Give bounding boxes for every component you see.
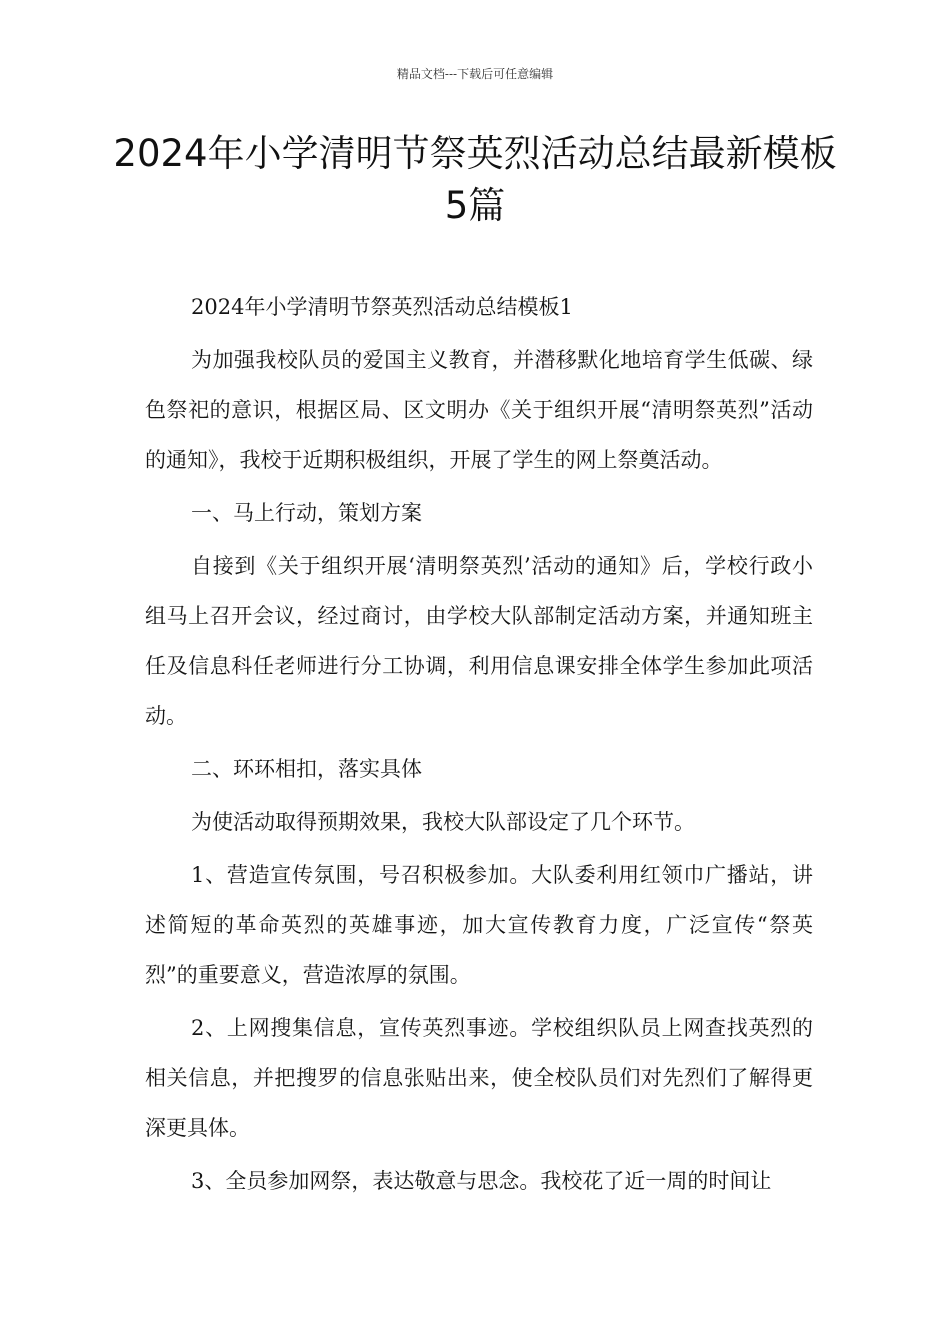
- paragraph: 1、营造宣传氛围，号召积极参加。大队委利用红领巾广播站，讲述简短的革命英烈的英雄事迹，加大宣传教育力度，广泛宣传“祭英烈”的重要意义，营造浓厚的氛围。: [145, 863, 813, 987]
- paragraph: 为使活动取得预期效果，我校大队部设定了几个环节。: [191, 810, 695, 834]
- paragraph: 为加强我校队员的爱国主义教育，并潜移默化地培育学生低碳、绿色祭祀的意识，根据区局、区文明办《关于组织开展“清明祭英烈”活动的通知》，我校于近期积极组织，开展了学生的网上祭奠活动。: [145, 348, 813, 472]
- document-body: [145, 282, 813, 1209]
- section-heading: 一、马上行动，策划方案: [191, 501, 422, 525]
- header-note: 精品文档---下载后可任意编辑: [396, 67, 554, 81]
- paragraph: 自接到《关于组织开展‘清明祭英烈’活动的通知》后，学校行政小组马上召开会议，经过商讨，由学校大队部制定活动方案，并通知班主任及信息科任老师进行分工协调，利用信息课安排全体学生参加此项活动。: [145, 554, 813, 728]
- paragraph-subtitle: 2024年小学清明节祭英烈活动总结模板1: [191, 295, 573, 319]
- paragraph: 2、上网搜集信息，宣传英烈事迹。学校组织队员上网查找英烈的相关信息，并把搜罗的信息张贴出来，使全校队员们对先烈们了解得更深更具体。: [145, 1016, 813, 1140]
- document-title: 2024年小学清明节祭英烈活动总结最新模板5篇: [113, 132, 837, 227]
- section-heading: 二、环环相扣，落实具体: [191, 757, 422, 781]
- paragraph: 3、全员参加网祭，表达敬意与思念。我校花了近一周的时间让: [191, 1169, 772, 1193]
